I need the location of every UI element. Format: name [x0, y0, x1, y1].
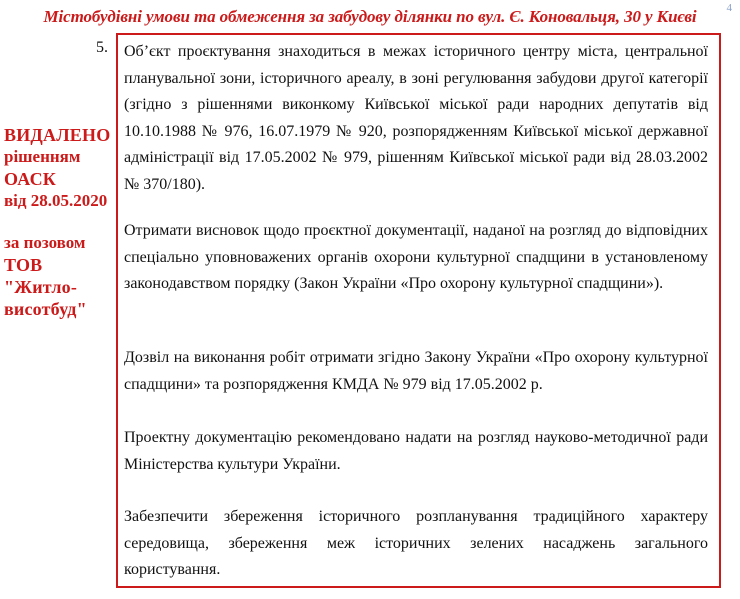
lawsuit-note-line: за позовом: [4, 233, 86, 252]
paragraph-location: Об’єкт проєктування знаходиться в межах історичного центру міста, центральної планувальної зони, історичного ареалу, в зоні регулювання забудови другої категорії (згідно з рішеннями виконкому Київської міської ради народних депутатів від 10.10.1988 № 976, 16.07.1979 № 920, розпорядженням Київської міської державної адміністрації від 17.05.2002 № 979, рішенням Київської міської ради від 28.03.2002 № 370/180).: [124, 43, 708, 193]
item-number: 5.: [96, 39, 108, 56]
lawsuit-note-line: висотбуд": [4, 299, 87, 319]
paragraph-heritage-conclusion: Отримати висновок щодо проєктної документації, наданої на розгляд до відповідних спеціально уповноважених органів охорони культурної спадщини в установленому законодавством порядку (Закон України «Про охорону культурної спадщини»).: [124, 222, 708, 293]
lawsuit-note-line: ТОВ: [4, 255, 43, 275]
paragraph-preservation: Забезпечити збереження історичного розпланування традиційного характеру середовища, збереження меж історичних зелених насаджень загального користування.: [124, 508, 708, 579]
deletion-note-line: від 28.05.2020: [4, 191, 108, 210]
deletion-note-line: ОАСК: [4, 169, 57, 189]
deletion-note: [4, 124, 120, 212]
lawsuit-note-line: "Житло-: [4, 277, 78, 297]
lawsuit-note: [4, 232, 120, 320]
deletion-note-line: рішенням: [4, 147, 81, 166]
deletion-note-line: ВИДАЛЕНО: [4, 125, 111, 145]
document-title: Містобудівні умови та обмеження за забудову ділянки по вул. Є. Коновальця, 30 у Києві: [43, 7, 697, 26]
paragraph-ministry-review: Проектну документацію рекомендовано надати на розгляд науково-методичної ради Міністерства культури України.: [124, 429, 708, 473]
page-number: 4: [726, 2, 732, 14]
paragraph-work-permit: Дозвіл на виконання робіт отримати згідно Закону України «Про охорону культурної спадщини» та розпорядження КМДА № 979 від 17.05.2002 р.: [124, 349, 708, 393]
